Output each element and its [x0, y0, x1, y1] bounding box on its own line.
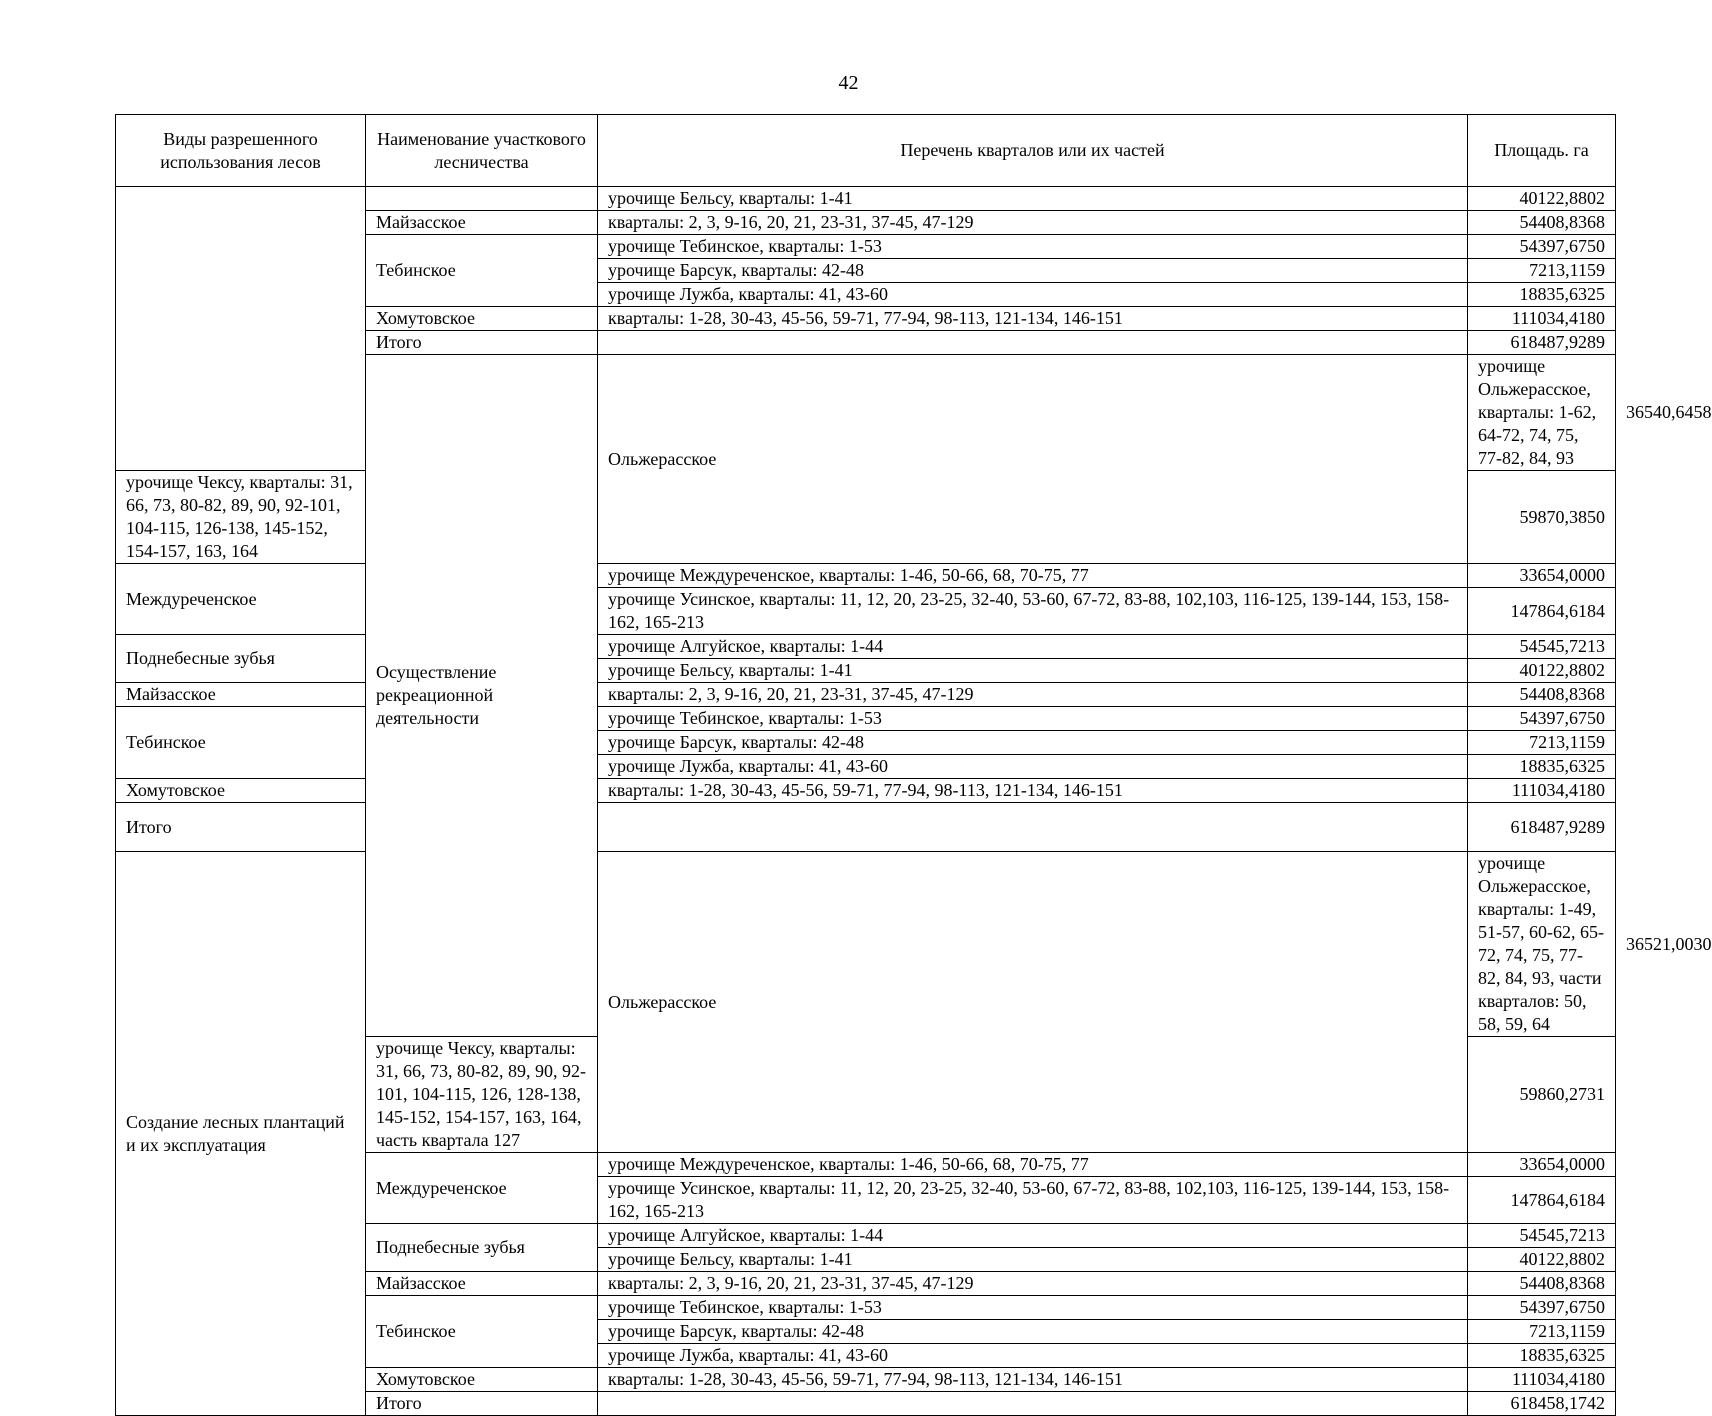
- area-cell: 54397,6750: [1468, 707, 1616, 731]
- forestry-cell: Поднебесные зубья: [366, 1224, 598, 1272]
- area-cell: 54545,7213: [1468, 1224, 1616, 1248]
- total-label: Итого: [366, 1392, 598, 1416]
- header-usage-type: Виды разрешенного использования лесов: [116, 115, 366, 187]
- quarters-cell: кварталы: 1-28, 30-43, 45-56, 59-71, 77-94, 98-113, 121-134, 146-151: [598, 307, 1468, 331]
- area-cell: 40122,8802: [1468, 187, 1616, 211]
- forestry-cell: Междуреченское: [366, 1153, 598, 1224]
- table-row: Создание лесных плантаций и их эксплуатация Ольжерасское урочище Ольжерасское, кварталы: 1-49, 51-57, 60-62, 65-72, 74, 75, 77-82, 84, 93, части кварталов: 50, 58, 59, 64 36521,0030: [116, 852, 1616, 1037]
- forestry-cell: Тебинское: [116, 707, 366, 779]
- forestry-cell: Тебинское: [366, 1296, 598, 1368]
- forestry-cell: Хомутовское: [116, 779, 366, 803]
- area-cell: 111034,4180: [1468, 307, 1616, 331]
- forestry-cell: Майзасское: [116, 683, 366, 707]
- header-forestry-name: Наименование участкового лесничества: [366, 115, 598, 187]
- forestry-cell: Майзасское: [366, 1272, 598, 1296]
- quarters-cell: урочище Тебинское, кварталы: 1-53: [598, 235, 1468, 259]
- header-quarters-list: Перечень кварталов или их частей: [598, 115, 1468, 187]
- table-row: [116, 683, 1616, 707]
- table-row: [116, 187, 1616, 211]
- area-cell: 111034,4180: [1468, 1368, 1616, 1392]
- area-cell: 54545,7213: [1468, 635, 1616, 659]
- area-cell: 7213,1159: [1468, 259, 1616, 283]
- quarters-cell: урочище Чексу, кварталы: 31, 66, 73, 80-82, 89, 90, 92-101, 104-115, 126-138, 145-152, 154-157, 163, 164: [116, 471, 366, 564]
- area-cell: 147864,6184: [1468, 588, 1616, 635]
- forestry-cell: [366, 187, 598, 211]
- quarters-cell: [598, 331, 1468, 355]
- header-row: [116, 115, 1616, 187]
- area-cell: 33654,0000: [1468, 564, 1616, 588]
- quarters-cell: урочище Лужба, кварталы: 41, 43-60: [598, 1344, 1468, 1368]
- page-number: 42: [838, 72, 859, 94]
- total-label: Итого: [366, 331, 598, 355]
- quarters-cell: урочище Чексу, кварталы: 31, 66, 73, 80-82, 89, 90, 92-101, 104-115, 126, 128-138, 145-152, 154-157, 163, 164, часть квартала 127: [366, 1037, 598, 1153]
- quarters-cell: урочище Бельсу, кварталы: 1-41: [598, 187, 1468, 211]
- forest-quarters-table: [115, 114, 1712, 1416]
- total-row: [116, 803, 1616, 852]
- quarters-cell: урочище Междуреченское, кварталы: 1-46, 50-66, 68, 70-75, 77: [598, 564, 1468, 588]
- usage-type-cell: [116, 187, 366, 471]
- quarters-cell: урочище Ольжерасское, кварталы: 1-62, 64-72, 74, 75, 77-82, 84, 93: [1468, 355, 1616, 471]
- quarters-cell: кварталы: 2, 3, 9-16, 20, 21, 23-31, 37-45, 47-129: [598, 683, 1468, 707]
- area-cell: 33654,0000: [1468, 1153, 1616, 1177]
- table-row: [116, 779, 1616, 803]
- area-cell: 7213,1159: [1468, 1320, 1616, 1344]
- quarters-cell: урочище Бельсу, кварталы: 1-41: [598, 1248, 1468, 1272]
- area-cell: 54408,8368: [1468, 1272, 1616, 1296]
- quarters-cell: [598, 803, 1468, 852]
- quarters-cell: урочище Тебинское, кварталы: 1-53: [598, 707, 1468, 731]
- total-area: 618487,9289: [1468, 803, 1616, 852]
- quarters-cell: урочище Лужба, кварталы: 41, 43-60: [598, 283, 1468, 307]
- table-row: [116, 635, 1616, 659]
- area-cell: 59860,2731: [1468, 1037, 1616, 1153]
- forestry-cell: Поднебесные зубья: [116, 635, 366, 683]
- forestry-cell: Ольжерасское: [598, 852, 1468, 1153]
- area-cell: 18835,6325: [1468, 283, 1616, 307]
- quarters-cell: урочище Лужба, кварталы: 41, 43-60: [598, 755, 1468, 779]
- table-row: [116, 707, 1616, 731]
- quarters-cell: [598, 1392, 1468, 1416]
- quarters-cell: урочище Тебинское, кварталы: 1-53: [598, 1296, 1468, 1320]
- forestry-cell: Ольжерасское: [598, 355, 1468, 564]
- forestry-cell: Майзасское: [366, 211, 598, 235]
- quarters-cell: урочище Алгуйское, кварталы: 1-44: [598, 635, 1468, 659]
- quarters-cell: урочище Барсук, кварталы: 42-48: [598, 1320, 1468, 1344]
- forestry-cell: Хомутовское: [366, 307, 598, 331]
- quarters-cell: урочище Усинское, кварталы: 11, 12, 20, 23-25, 32-40, 53-60, 67-72, 83-88, 102,103, 116-125, 139-144, 153, 158-162, 165-213: [598, 588, 1468, 635]
- usage-type-cell: Осуществление рекреационной деятельности: [366, 355, 598, 1037]
- forestry-cell: Хомутовское: [366, 1368, 598, 1392]
- area-cell: 54408,8368: [1468, 211, 1616, 235]
- area-cell: 111034,4180: [1468, 779, 1616, 803]
- area-cell: 7213,1159: [1468, 731, 1616, 755]
- usage-type-cell: Создание лесных плантаций и их эксплуатация: [116, 852, 366, 1416]
- table-row: [116, 564, 1616, 588]
- area-cell: 54397,6750: [1468, 1296, 1616, 1320]
- quarters-cell: урочище Барсук, кварталы: 42-48: [598, 259, 1468, 283]
- forestry-cell: Тебинское: [366, 235, 598, 307]
- area-cell: 54408,8368: [1468, 683, 1616, 707]
- total-area: 618458,1742: [1468, 1392, 1616, 1416]
- forestry-cell: Междуреченское: [116, 564, 366, 635]
- total-area: 618487,9289: [1468, 331, 1616, 355]
- area-cell: 18835,6325: [1468, 1344, 1616, 1368]
- quarters-cell: урочище Алгуйское, кварталы: 1-44: [598, 1224, 1468, 1248]
- quarters-cell: урочище Барсук, кварталы: 42-48: [598, 731, 1468, 755]
- quarters-cell: урочище Ольжерасское, кварталы: 1-49, 51-57, 60-62, 65-72, 74, 75, 77-82, 84, 93, части кварталов: 50, 58, 59, 64: [1468, 852, 1616, 1037]
- table-row: Осуществление рекреационной деятельности Ольжерасское урочище Ольжерасское, кварталы: 1-62, 64-72, 74, 75, 77-82, 84, 93 36540,6458: [116, 355, 1616, 471]
- area-cell: 54397,6750: [1468, 235, 1616, 259]
- quarters-cell: кварталы: 1-28, 30-43, 45-56, 59-71, 77-94, 98-113, 121-134, 146-151: [598, 779, 1468, 803]
- quarters-cell: урочище Междуреченское, кварталы: 1-46, 50-66, 68, 70-75, 77: [598, 1153, 1468, 1177]
- area-cell: 59870,3850: [1468, 471, 1616, 564]
- quarters-cell: урочище Усинское, кварталы: 11, 12, 20, 23-25, 32-40, 53-60, 67-72, 83-88, 102,103, 116-125, 139-144, 153, 158-162, 165-213: [598, 1177, 1468, 1224]
- quarters-cell: урочище Бельсу, кварталы: 1-41: [598, 659, 1468, 683]
- area-cell: 18835,6325: [1468, 755, 1616, 779]
- quarters-cell: кварталы: 2, 3, 9-16, 20, 21, 23-31, 37-45, 47-129: [598, 211, 1468, 235]
- area-cell: 40122,8802: [1468, 1248, 1616, 1272]
- quarters-cell: кварталы: 2, 3, 9-16, 20, 21, 23-31, 37-45, 47-129: [598, 1272, 1468, 1296]
- area-cell: 147864,6184: [1468, 1177, 1616, 1224]
- quarters-cell: кварталы: 1-28, 30-43, 45-56, 59-71, 77-94, 98-113, 121-134, 146-151: [598, 1368, 1468, 1392]
- area-cell: 40122,8802: [1468, 659, 1616, 683]
- header-area: Площадь. га: [1468, 115, 1616, 187]
- total-label: Итого: [116, 803, 366, 852]
